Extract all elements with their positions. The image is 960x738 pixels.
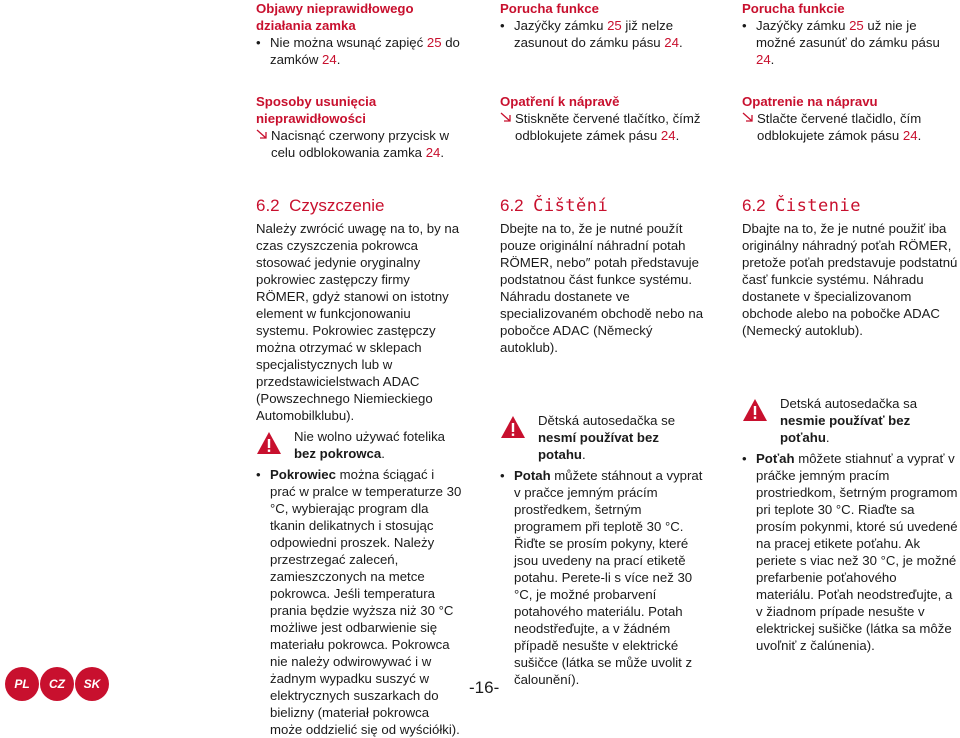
- fault-list: [500, 17, 706, 51]
- care-list: [500, 467, 706, 688]
- language-badge-pl: PL: [2, 664, 42, 704]
- section-body: Dbejte na to, že je nutné použít pouze originální náhradní potah RÖMER, nebo″ potah představuje podstatnou část funkce systému. Náhradu dostanete ve specializovaném obchodě nebo na pobočce ADAC (Německý autoklub).: [500, 221, 704, 355]
- remedy-heading: Opatrenie na nápravu: [742, 94, 878, 109]
- warning-triangle-icon: [256, 431, 282, 455]
- warning-triangle-icon: [742, 398, 768, 422]
- fault-block: [256, 0, 462, 68]
- care-item: • Poťah môžete stiahnuť a vyprať v práčke jemným pracím prostriedkom, šetrným programom pri teplote 30 °C. Riaďte sa prosím pokynmi, ktoré sú uvedené na pracej etikete poťahu. Ak periete s viac než 30 °C, je možné prefarbenie poťahového materiálu. Poťah neodstreďujte, a v žiadnom prípade nesušte v elektrickej sušičke (látka sa môže uvoľniť z čalúnenia).: [742, 450, 958, 654]
- warning-note: Detská autosedačka sa nesmie používať bez poťahu.: [742, 395, 958, 446]
- care-item: • Potah můžete stáhnout a vyprat v pračce jemným prácím prostředkem, šetrným programem při teplotě 30 °C. Řiďte se prosím pokyny, které jsou uvedeny na prací etiketě potahu. Perete-li s více než 30 °C, je možné probarvení potahového materiálu. Potah neodstřeďujte, a v žádném případě nesušte v elektrické sušičce (látka se může uvolit z čalounění).: [500, 467, 706, 688]
- fault-heading: Porucha funkcie: [742, 1, 845, 16]
- remedy-block: [742, 93, 958, 144]
- warning-triangle-icon: [500, 415, 526, 439]
- cleaning-section: [742, 196, 958, 654]
- care-item: • Pokrowiec można ściągać i prać w pralce w temperaturze 30 °C, wybierając program dla tkanin delikatnych i stosując odpowiedni proszek. Należy przestrzegać zaleceń, zamieszczonych na metce pokrowca. Jeśli temperatura prania będzie wyższa niż 30 °C możliwe jest odbarwienie się materiału pokrowca. Pokrowca nie należy odwirowywać i w żadnym wypadku suszyć w elektrycznych suszarkach do bielizny (materiał pokrowca może oddzielić się od wyściółki).: [256, 466, 462, 738]
- fault-heading: Porucha funkce: [500, 1, 599, 16]
- fault-item: • Jazýčky zámku 25 už nie je možné zasunúť do zámku pásu 24.: [742, 17, 958, 68]
- fault-item: • Jazýčky zámku 25 již nelze zasunout do zámku pásu 24.: [500, 17, 706, 51]
- arrow-down-right-icon: [256, 128, 269, 141]
- section-body: Dbajte na to, že je nutné použiť iba originálny náhradný poťah RÖMER, pretože poťah predstavuje podstatnú časť funkcie systému. Náhradu dostanete v špecializovanom obchode alebo na pobočke ADAC (Nemecký autoklub).: [742, 221, 958, 338]
- section-heading: 6.2 Czyszczenie: [256, 196, 385, 215]
- remedy-text: Nacisnąć czerwony przycisk w celu odblokowania zamka 24.: [256, 127, 466, 161]
- remedy-heading: Sposoby usunięcia nieprawidłowości: [256, 94, 377, 126]
- arrow-down-right-icon: [500, 111, 513, 124]
- remedy-block: [500, 93, 706, 144]
- fault-list: [742, 17, 958, 68]
- fault-item: • Nie można wsunąć zapięć 25 do zamków 24.: [256, 34, 462, 68]
- page-number: -16-: [469, 678, 500, 697]
- section-body: Należy zwrócić uwagę na to, by na czas czyszczenia pokrowca stosować jedynie oryginalny pokrowiec zastępczy firmy RÖMER, gdyż stanowi on istotny element w funkcjonowaniu systemu. Pokrowiec zastępczy można otrzymać w sklepach specjalistycznych lub w przedstawicielstwach ADAC (Powszechnego Niemieckiego Automobilklubu).: [256, 221, 460, 423]
- remedy-text: Stlačte červené tlačidlo, čím odblokujete zámok pásu 24.: [742, 110, 958, 144]
- warning-note: Nie wolno używać fotelika bez pokrowca.: [256, 428, 462, 462]
- section-heading: 6.2 Čistenie: [742, 196, 861, 216]
- language-badge-cz: CZ: [37, 664, 77, 704]
- remedy-heading: Opatření k nápravě: [500, 94, 620, 109]
- care-list: [742, 450, 958, 654]
- fault-block: [742, 0, 958, 68]
- care-list: [256, 466, 462, 738]
- warning-note: Dětská autosedačka se nesmí používat bez potahu.: [500, 412, 706, 463]
- section-heading: 6.2 Čištění: [500, 196, 609, 216]
- cleaning-section: [256, 196, 462, 738]
- remedy-block: [256, 93, 466, 161]
- fault-block: [500, 0, 706, 51]
- language-badge-sk: SK: [72, 664, 112, 704]
- cleaning-section: [500, 196, 706, 688]
- arrow-down-right-icon: [742, 111, 755, 124]
- remedy-text: Stiskněte červené tlačítko, čímž odblokujete zámek pásu 24.: [500, 110, 706, 144]
- fault-heading: Objawy nieprawidłowego działania zamka: [256, 1, 414, 33]
- fault-list: [256, 34, 462, 68]
